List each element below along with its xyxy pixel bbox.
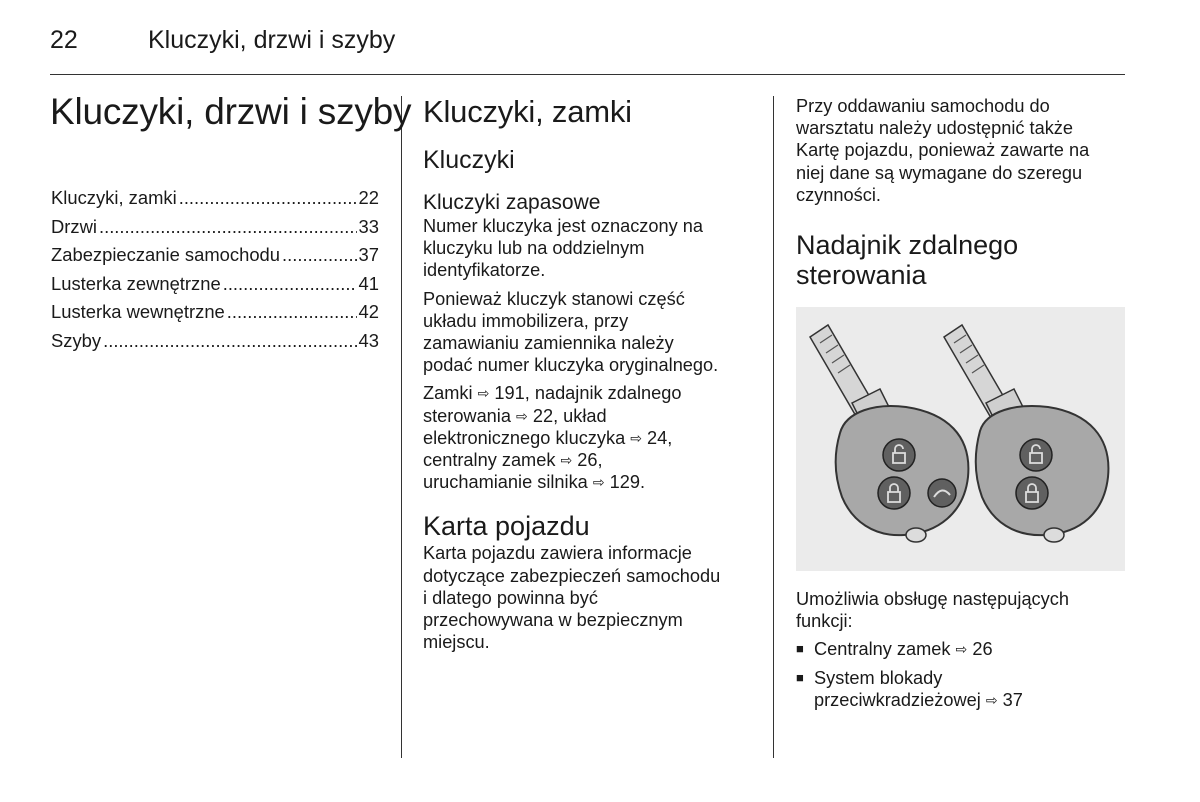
paragraph <box>423 542 763 653</box>
page-ref-arrow-icon: ⇨ <box>516 407 528 424</box>
text-line: identyfikatorze. <box>423 260 546 281</box>
toc-entry-page: 41 <box>358 272 379 294</box>
ref-text: elektronicznego kluczyka <box>423 427 626 448</box>
column-3 <box>796 95 1126 711</box>
text-line: dotyczące zabezpieczeń samochodu <box>423 565 721 586</box>
page-ref[interactable]: 191 <box>494 383 525 404</box>
heading-line: Nadajnik zdalnego <box>796 230 1019 261</box>
paragraph <box>423 288 763 377</box>
toc-entry-page: 33 <box>358 215 379 237</box>
cross-reference-paragraph <box>423 382 763 493</box>
paragraph <box>796 95 1126 206</box>
text-line: miejscu. <box>423 632 490 653</box>
toc-leader <box>223 273 357 295</box>
remote-key-figure <box>796 307 1125 571</box>
toc-leader <box>99 216 357 238</box>
text-line: Kartę pojazdu, ponieważ zawarte na <box>796 140 1090 161</box>
header-rule <box>50 74 1125 75</box>
paragraph <box>796 588 1126 632</box>
toc-entry-page: 37 <box>358 244 379 266</box>
text-line: zamawianiu zamiennika należy <box>423 333 674 354</box>
text-line <box>423 405 763 427</box>
page-ref-arrow-icon: ⇨ <box>955 641 968 658</box>
page-ref[interactable]: 37 <box>1002 689 1023 710</box>
toc-entry[interactable] <box>51 187 379 216</box>
toc-entry[interactable] <box>51 216 379 245</box>
ref-text: . <box>640 472 646 493</box>
bullet-list <box>796 638 1126 711</box>
text-line: układu immobilizera, przy <box>423 310 629 331</box>
list-item-text <box>814 667 1023 711</box>
bullet-square-icon: ■ <box>796 669 804 685</box>
subsection-heading: Kluczyki <box>423 146 515 174</box>
page-ref[interactable]: 24 <box>647 427 668 448</box>
page-ref[interactable]: 22 <box>532 405 554 426</box>
ref-text: centralny zamek <box>423 450 556 471</box>
ref-text: uruchamianie silnika <box>423 472 588 493</box>
text-line <box>423 449 763 471</box>
list-item-text <box>814 638 993 660</box>
remote-key-illustration <box>796 307 1125 571</box>
key-left <box>810 325 968 542</box>
ref-text: , nadajnik zdalnego <box>524 383 682 404</box>
toc-leader <box>103 330 356 352</box>
list-item <box>796 638 1126 660</box>
toc-entry[interactable] <box>51 330 379 359</box>
text-line <box>814 689 1023 711</box>
ref-text: , <box>597 450 603 471</box>
page-ref[interactable]: 26 <box>972 639 993 660</box>
list-item <box>796 667 1126 711</box>
text-line: czynności. <box>796 184 881 205</box>
toc-entry-label: Lusterka wewnętrzne <box>51 301 225 323</box>
chapter-title: Kluczyki, drzwi i szyby <box>50 91 412 132</box>
toc-leader <box>179 187 357 209</box>
toc-entry[interactable] <box>51 244 379 273</box>
column-divider <box>773 96 774 758</box>
text-line: i dlatego powinna być <box>423 587 598 608</box>
ref-text: , <box>667 427 673 448</box>
paragraph <box>423 215 763 282</box>
column-2 <box>423 95 763 653</box>
ref-text: Zamki <box>423 383 473 404</box>
text-line <box>423 471 763 493</box>
toc-leader <box>227 301 357 323</box>
text-line: System blokady <box>814 667 943 688</box>
toc-entry-label: Szyby <box>51 329 102 351</box>
section-heading <box>796 230 1126 290</box>
toc-entry[interactable] <box>51 273 379 302</box>
sub-subsection-heading: Kluczyki zapasowe <box>423 191 601 214</box>
text-line: funkcji: <box>796 611 853 632</box>
key-right <box>944 325 1108 542</box>
text-line: Umożliwia obsługę następujących <box>796 589 1069 610</box>
toc-leader <box>282 244 357 266</box>
text-line <box>423 382 763 404</box>
subsection-heading: Karta pojazdu <box>423 511 590 542</box>
toc-entry-label: Kluczyki, zamki <box>51 187 177 208</box>
page-number: 22 <box>50 26 78 54</box>
table-of-contents <box>51 187 379 359</box>
text-line: Ponieważ kluczyk stanowi część <box>423 288 685 309</box>
ref-text: Centralny zamek <box>814 639 951 660</box>
page-ref[interactable]: 129 <box>609 472 640 493</box>
text-line: kluczyku lub na oddzielnym <box>423 238 645 259</box>
toc-entry-page: 43 <box>358 329 379 351</box>
toc-entry-label: Drzwi <box>51 215 97 237</box>
page-ref-arrow-icon: ⇨ <box>560 452 573 469</box>
text-line: Przy oddawaniu samochodu do <box>796 96 1050 116</box>
text-line: podać numer kluczyka oryginalnego. <box>423 355 719 376</box>
section-heading: Kluczyki, zamki <box>423 94 632 129</box>
toc-entry-label: Lusterka zewnętrzne <box>51 272 221 294</box>
text-line: przechowywana w bezpiecznym <box>423 610 683 631</box>
text-line <box>423 427 763 449</box>
page-ref-arrow-icon: ⇨ <box>985 691 998 708</box>
ref-text: , układ <box>553 405 607 426</box>
toc-entry[interactable] <box>51 301 379 330</box>
ref-text: sterowania <box>423 405 511 426</box>
page-ref-arrow-icon: ⇨ <box>592 474 605 491</box>
bullet-square-icon: ■ <box>796 641 804 657</box>
ref-text: przeciwkradzieżowej <box>814 689 981 710</box>
heading-line: sterowania <box>796 260 927 291</box>
page-ref-arrow-icon: ⇨ <box>477 385 490 402</box>
text-line: Karta pojazdu zawiera informacje <box>423 543 692 564</box>
toc-entry-page: 42 <box>358 301 379 323</box>
running-title: Kluczyki, drzwi i szyby <box>148 26 396 54</box>
toc-entry-label: Zabezpieczanie samochodu <box>51 244 281 266</box>
text-line: Numer kluczyka jest oznaczony na <box>423 216 704 236</box>
text-line: warsztatu należy udostępnić także <box>796 118 1074 139</box>
column-divider <box>401 96 402 758</box>
toc-entry-page: 22 <box>358 187 379 208</box>
page-ref[interactable]: 26 <box>577 450 598 471</box>
page-ref-arrow-icon: ⇨ <box>630 429 642 446</box>
text-line: niej dane są wymagane do szeregu <box>796 162 1083 183</box>
